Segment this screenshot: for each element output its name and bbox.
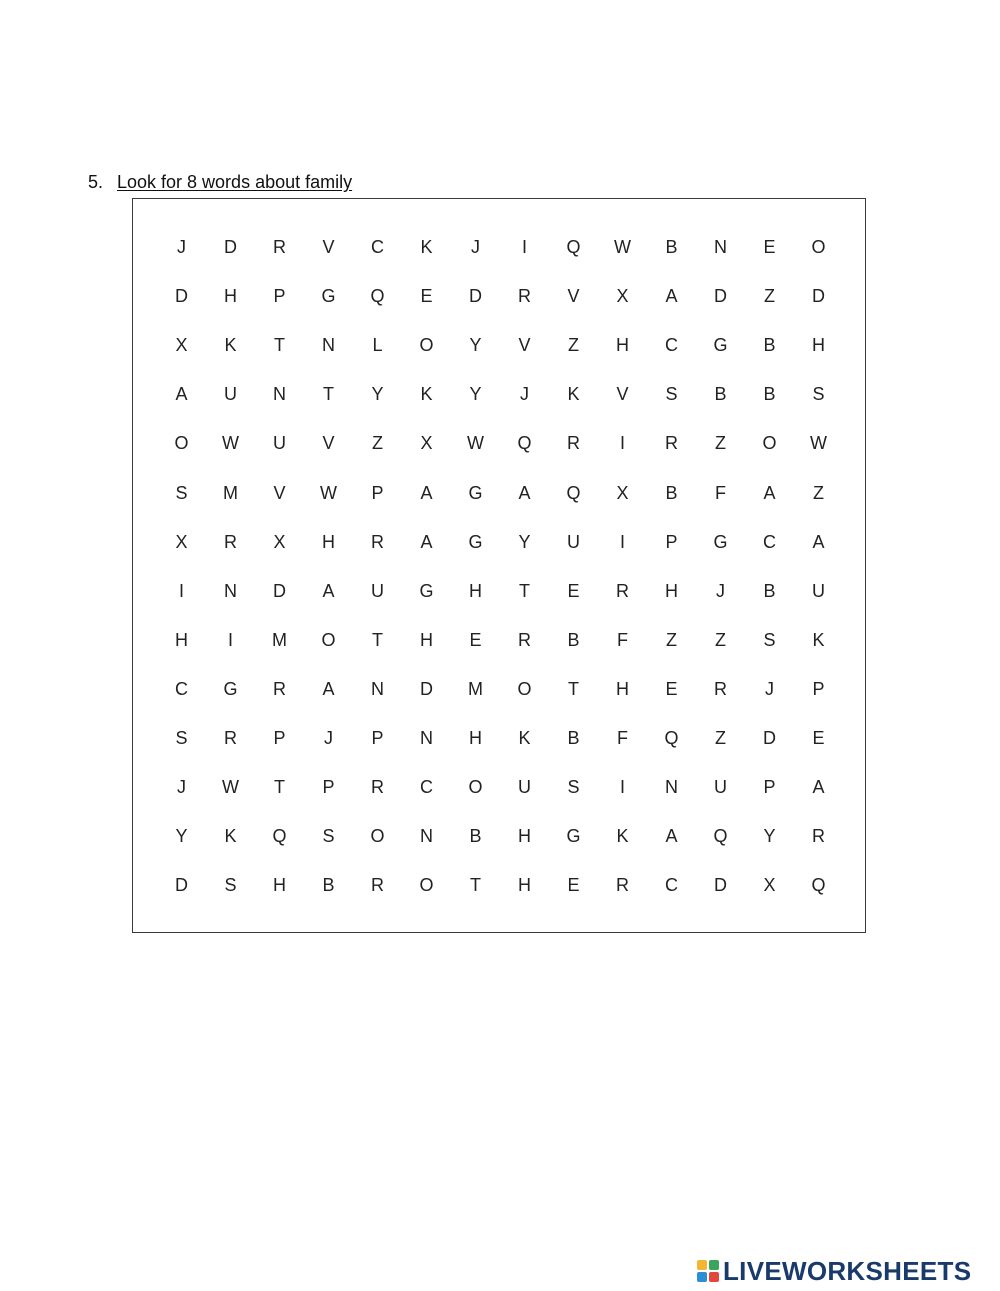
grid-letter[interactable]: P [371,482,384,503]
grid-letter[interactable]: R [812,826,825,847]
grid-letter[interactable]: Z [372,433,383,454]
grid-letter[interactable]: N [665,777,678,798]
grid-letter[interactable]: S [812,384,825,405]
grid-letter[interactable]: R [518,629,531,650]
word-search-grid[interactable] [157,223,843,910]
grid-letter[interactable]: H [224,286,237,307]
grid-letter[interactable]: K [567,384,580,405]
grid-letter[interactable]: G [419,580,434,601]
grid-letter[interactable]: A [175,384,188,405]
grid-letter[interactable]: Y [763,826,776,847]
grid-letter[interactable]: H [420,629,433,650]
grid-letter[interactable]: Z [715,433,726,454]
grid-letter[interactable]: U [714,777,727,798]
grid-letter[interactable]: E [567,580,580,601]
grid-letter[interactable]: P [665,531,678,552]
grid-letter[interactable]: I [178,580,184,601]
grid-letter[interactable]: O [419,875,434,896]
grid-letter[interactable]: L [372,335,383,356]
grid-letter[interactable]: U [224,384,237,405]
grid-letter[interactable]: E [665,678,678,699]
grid-letter[interactable]: T [519,580,530,601]
liveworksheets-logo [697,1254,971,1288]
grid-letter[interactable]: Q [517,433,532,454]
grid-letter[interactable]: P [812,678,825,699]
grid-letter[interactable]: I [619,777,625,798]
grid-letter[interactable]: R [665,433,678,454]
grid-letter[interactable]: Z [666,629,677,650]
grid-letter[interactable]: Q [272,826,287,847]
logo-block [709,1272,719,1282]
grid-letter[interactable]: D [420,678,433,699]
grid-letter[interactable]: T [372,629,383,650]
grid-letter[interactable]: R [518,286,531,307]
logo-text: LIVEWORKSHEETS [723,1255,972,1286]
grid-letter[interactable]: D [224,237,237,258]
grid-letter[interactable]: K [518,727,531,748]
grid-letter[interactable]: W [614,237,631,258]
grid-letter[interactable]: N [420,727,433,748]
grid-letter[interactable]: E [812,727,825,748]
grid-letter[interactable]: P [371,727,384,748]
grid-letter[interactable]: V [616,384,629,405]
grid-letter[interactable]: C [763,531,776,552]
grid-letter[interactable]: J [765,678,774,699]
grid-letter[interactable]: J [324,727,333,748]
grid-letter[interactable]: V [518,335,531,356]
grid-letter[interactable]: P [273,727,286,748]
grid-letter[interactable]: G [468,482,483,503]
grid-letter[interactable]: N [420,826,433,847]
grid-letter[interactable]: T [568,678,579,699]
grid-letter[interactable]: W [467,433,484,454]
grid-letter[interactable]: A [322,678,335,699]
grid-letter[interactable]: D [714,286,727,307]
grid-letter[interactable]: Y [518,531,531,552]
grid-letter[interactable]: X [616,286,629,307]
grid-letter[interactable]: S [175,727,188,748]
grid-letter[interactable]: H [322,531,335,552]
logo-block [697,1272,707,1282]
word-search-box [132,198,866,933]
grid-letter[interactable]: H [469,727,482,748]
grid-letter[interactable]: B [665,482,678,503]
grid-letter[interactable]: O [811,237,826,258]
grid-letter[interactable]: V [273,482,286,503]
grid-letter[interactable]: Z [715,727,726,748]
question-number: 5. [88,172,104,192]
grid-letter[interactable]: Z [813,482,824,503]
grid-letter[interactable]: U [518,777,531,798]
grid-letter[interactable]: R [616,875,629,896]
grid-letter[interactable]: Q [566,482,581,503]
grid-letter[interactable]: D [273,580,286,601]
grid-letter[interactable]: W [810,433,827,454]
grid-letter[interactable]: W [222,777,239,798]
grid-letter[interactable]: B [763,335,776,356]
grid-letter[interactable]: M [272,629,287,650]
grid-letter[interactable]: O [174,433,189,454]
grid-letter[interactable]: T [274,777,285,798]
grid-letter[interactable]: I [619,433,625,454]
grid-letter[interactable]: T [274,335,285,356]
grid-letter[interactable]: R [273,237,286,258]
grid-letter[interactable]: R [224,531,237,552]
grid-letter[interactable]: H [518,826,531,847]
grid-letter[interactable]: I [619,531,625,552]
grid-letter[interactable]: B [763,384,776,405]
grid-letter[interactable]: U [273,433,286,454]
grid-letter[interactable]: X [175,531,188,552]
grid-letter[interactable]: D [763,727,776,748]
grid-letter[interactable]: S [763,629,776,650]
instruction-text: Look for 8 words about family [117,172,353,192]
grid-letter[interactable]: X [175,335,188,356]
grid-letter[interactable]: O [419,335,434,356]
grid-letter[interactable]: O [370,826,385,847]
grid-letter[interactable]: W [222,433,239,454]
grid-letter[interactable]: H [812,335,825,356]
grid-letter[interactable]: G [713,335,728,356]
grid-letter[interactable]: B [763,580,776,601]
grid-letter[interactable]: T [470,875,481,896]
grid-letter[interactable]: P [322,777,335,798]
grid-letter[interactable]: H [273,875,286,896]
grid-letter[interactable]: A [665,826,678,847]
grid-letter[interactable]: V [567,286,580,307]
grid-letter[interactable]: H [469,580,482,601]
grid-letter[interactable]: G [321,286,336,307]
grid-letter[interactable]: H [665,580,678,601]
grid-letter[interactable]: B [469,826,482,847]
grid-letter[interactable]: V [322,433,335,454]
grid-letter[interactable]: K [420,384,433,405]
grid-letter[interactable]: R [371,777,384,798]
logo-block [709,1260,719,1270]
grid-letter[interactable]: D [175,286,188,307]
grid-letter[interactable]: C [665,335,678,356]
grid-letter[interactable]: N [322,335,335,356]
grid-letter[interactable]: N [714,237,727,258]
grid-letter[interactable]: S [322,826,335,847]
grid-letter[interactable]: B [665,237,678,258]
grid-letter[interactable]: A [322,580,335,601]
grid-letter[interactable]: A [812,777,825,798]
grid-letter[interactable]: K [420,237,433,258]
grid-letter[interactable]: K [224,335,237,356]
grid-letter[interactable]: E [420,286,433,307]
grid-letter[interactable]: G [713,531,728,552]
grid-letter[interactable]: K [812,629,825,650]
grid-letter[interactable]: Y [469,384,482,405]
grid-letter[interactable]: C [371,237,384,258]
grid-letter[interactable]: Y [371,384,384,405]
grid-letter[interactable]: J [177,237,186,258]
grid-letter[interactable]: Q [664,727,679,748]
grid-letter[interactable]: H [175,629,188,650]
grid-letter[interactable]: R [714,678,727,699]
grid-letter[interactable]: Q [713,826,728,847]
grid-letter[interactable]: R [371,875,384,896]
grid-letter[interactable]: B [714,384,727,405]
grid-letter[interactable]: X [273,531,286,552]
grid-letter[interactable]: B [322,875,335,896]
grid-letter[interactable]: B [567,727,580,748]
grid-letter[interactable]: A [420,531,433,552]
grid-letter[interactable]: Q [811,875,826,896]
grid-letter[interactable]: Z [568,335,579,356]
grid-letter[interactable]: H [518,875,531,896]
grid-letter[interactable]: S [567,777,580,798]
grid-letter[interactable]: N [371,678,384,699]
grid-letter[interactable]: G [566,826,581,847]
grid-letter[interactable]: J [471,237,480,258]
grid-letter[interactable]: R [224,727,237,748]
grid-letter[interactable]: D [469,286,482,307]
grid-letter[interactable]: X [420,433,433,454]
grid-letter[interactable]: S [665,384,678,405]
grid-letter[interactable]: U [812,580,825,601]
grid-letter[interactable]: A [518,482,531,503]
grid-letter[interactable]: C [665,875,678,896]
grid-letter[interactable]: Q [370,286,385,307]
grid-letter[interactable]: C [420,777,433,798]
grid-letter[interactable]: U [567,531,580,552]
grid-letter[interactable]: S [224,875,237,896]
grid-letter[interactable]: R [273,678,286,699]
grid-letter[interactable]: A [665,286,678,307]
grid-letter[interactable]: R [616,580,629,601]
grid-letter[interactable]: E [469,629,482,650]
grid-letter[interactable]: J [716,580,725,601]
grid-letter[interactable]: G [468,531,483,552]
grid-letter[interactable]: O [517,678,532,699]
grid-letter[interactable]: A [420,482,433,503]
grid-letter[interactable]: F [715,482,726,503]
grid-letter[interactable]: J [520,384,529,405]
logo-blocks-icon [697,1260,719,1282]
grid-letter[interactable]: D [812,286,825,307]
grid-letter[interactable]: O [321,629,336,650]
grid-letter[interactable]: Z [764,286,775,307]
grid-letter[interactable]: X [763,875,776,896]
grid-letter[interactable]: H [616,678,629,699]
grid-letter[interactable]: M [468,678,483,699]
grid-letter[interactable]: F [617,727,628,748]
grid-letter[interactable]: W [320,482,337,503]
grid-letter[interactable]: K [224,826,237,847]
grid-letter[interactable]: B [567,629,580,650]
grid-letter[interactable]: C [175,678,188,699]
grid-letter[interactable]: G [223,678,238,699]
grid-letter[interactable]: X [616,482,629,503]
grid-letter[interactable]: K [616,826,629,847]
grid-letter[interactable]: P [273,286,286,307]
grid-letter[interactable]: S [175,482,188,503]
instruction [88,171,352,193]
grid-letter[interactable]: P [763,777,776,798]
grid-letter[interactable]: R [371,531,384,552]
grid-letter[interactable]: Z [715,629,726,650]
grid-letter[interactable]: N [224,580,237,601]
grid-letter[interactable]: T [323,384,334,405]
grid-letter[interactable]: M [223,482,238,503]
grid-letter[interactable]: O [468,777,483,798]
grid-letter[interactable]: Y [175,826,188,847]
grid-letter[interactable]: Q [566,237,581,258]
grid-letter[interactable]: I [227,629,233,650]
grid-letter[interactable]: I [521,237,527,258]
grid-letter[interactable]: F [617,629,628,650]
grid-letter[interactable]: Y [469,335,482,356]
grid-letter[interactable]: D [175,875,188,896]
grid-letter[interactable]: D [714,875,727,896]
grid-letter[interactable]: E [763,237,776,258]
logo-block [697,1260,707,1270]
grid-letter[interactable]: A [763,482,776,503]
grid-letter[interactable]: N [273,384,286,405]
grid-letter[interactable]: E [567,875,580,896]
grid-letter[interactable]: R [567,433,580,454]
grid-letter[interactable]: V [322,237,335,258]
grid-letter[interactable]: U [371,580,384,601]
grid-letter[interactable]: J [177,777,186,798]
grid-letter[interactable]: A [812,531,825,552]
grid-letter[interactable]: H [616,335,629,356]
grid-letter[interactable]: O [762,433,777,454]
